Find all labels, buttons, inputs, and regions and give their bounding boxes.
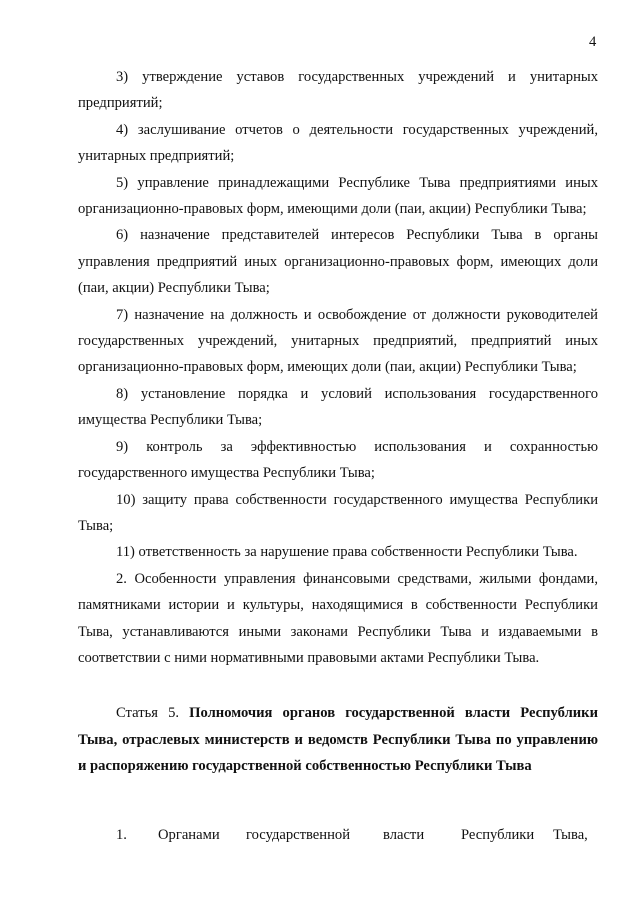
- paragraph-item-10: 10) защиту права собственности государственного имущества Республики Тыва;: [78, 491, 598, 534]
- clause-number: 1.: [116, 827, 127, 843]
- paragraph-item-9: 9) контроль за эффективностью использования и сохранностью государственного имущества Республики Тыва;: [78, 438, 598, 482]
- paragraph-item-3: 3) утверждение уставов государственных учреждений и унитарных предприятий;: [78, 69, 598, 112]
- document-body: [78, 64, 598, 780]
- article-first-line: [78, 822, 598, 848]
- line-word: Республики: [461, 827, 535, 843]
- article-label: Статья 5.: [116, 705, 180, 722]
- line-word: Органами: [158, 827, 220, 843]
- paragraph-item-5: 5) управление принадлежащими Республике Тыва предприятиями иных организационно-правовых форм, имеющими доли (паи, акции) Республики Тыва;: [78, 174, 598, 218]
- article-heading: [78, 700, 598, 779]
- paragraph-item-4: 4) заслушивание отчетов о деятельности государственных учреждений, унитарных предприятий;: [78, 121, 598, 165]
- line-word: Тыва,: [553, 827, 588, 843]
- paragraph-item-11: 11) ответственность за нарушение права собственности Республики Тыва.: [116, 544, 578, 561]
- paragraph-item-8: 8) установление порядка и условий использования государственного имущества Республики Тыва;: [78, 385, 598, 429]
- section-gap: [78, 671, 598, 700]
- line-word: власти: [383, 827, 425, 843]
- paragraph-item-7: 7) назначение на должность и освобождение от должности руководителей государственных учреждений, унитарных предприятий, предприятий иных организационно-правовых форм, имеющих доли (паи, акции) Республики Тыва;: [78, 306, 598, 376]
- paragraph-item-6: 6) назначение представителей интересов Республики Тыва в органы управления предприятий иных организационно-правовых форм, имеющих доли (паи, акции) Республики Тыва;: [78, 227, 598, 297]
- page-number: 4: [589, 34, 597, 50]
- line-word: государственной: [246, 827, 351, 843]
- paragraph-section-2: 2. Особенности управления финансовыми средствами, жилыми фондами, памятниками истории и культуры, находящимися в собственности Республики Тыва, устанавливаются иными законами Республики Тыва и издаваемыми в соответствии с ними нормативными правовыми актами Республики Тыва.: [78, 570, 598, 666]
- article-title: Полномочия органов государственной власти Республики Тыва, отраслевых министерств и ведомств Республики Тыва по управлению и распоряжению государственной собственностью Республики Тыва: [78, 705, 598, 775]
